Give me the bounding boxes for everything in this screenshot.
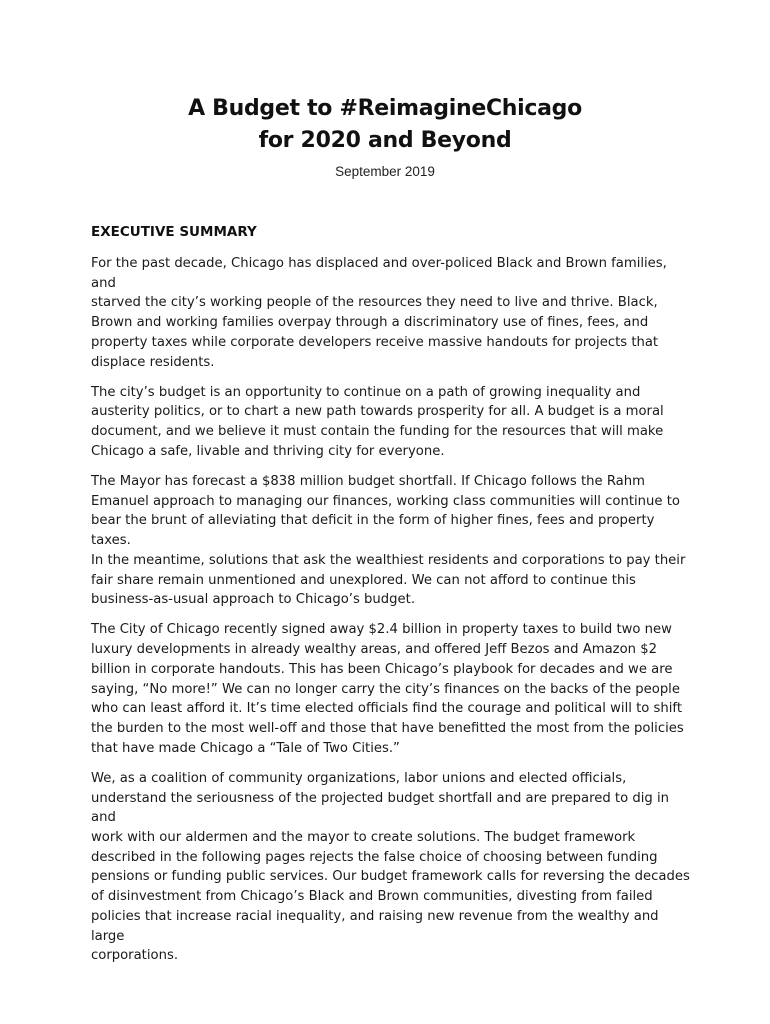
executive-summary-section [91,222,691,976]
paragraph-1: For the past decade, Chicago has displaced and over-policed Black and Brown families, and starved the city’s working people of the resources they need to live and thrive. Black, Brown and working families overpay through a discriminatory use of fines, fees, and property taxes while corporate developers receive massive handouts for projects that displace residents. [91,256,667,370]
paragraph-3: The Mayor has forecast a $838 million budget shortfall. If Chicago follows the Rahm Emanuel approach to managing our finances, working class communities will continue to bear the brunt of alleviating that deficit in the form of higher fines, fees and property taxes. In the meantime, solutions that ask the wealthiest residents and corporations to pay their fair share remain unmentioned and unexplored. We can not afford to continue this business-as-usual approach to Chicago’s budget. [91,474,686,608]
section-heading: EXECUTIVE SUMMARY [91,224,257,240]
paragraph-4: The City of Chicago recently signed away $2.4 billion in property taxes to build two new luxury developments in already wealthy areas, and offered Jeff Bezos and Amazon $2 billion in corporate handouts. This has been Chicago’s playbook for decades and we are saying, “No more!” We can no longer carry the city’s finances on the backs of the people who can least afford it. It’s time elected officials find the courage and political will to shift the burden to the most well-off and those that have benefitted the most from the policies that have made Chicago a “Tale of Two Cities.” [91,622,684,756]
document-title-line-2: for 2020 and Beyond [258,128,512,153]
document-title-line-1: A Budget to #ReimagineChicago [188,96,582,121]
paragraph-2: The city’s budget is an opportunity to continue on a path of growing inequality and austerity politics, or to chart a new path towards prosperity for all. A budget is a moral document, and we believe it must contain the funding for the resources that will make Chicago a safe, livable and thriving city for everyone. [91,384,664,459]
title-block [0,93,770,181]
document-date: September 2019 [335,164,435,179]
paragraph-5: We, as a coalition of community organizations, labor unions and elected officials, understand the seriousness of the projected budget shortfall and are prepared to dig in and work with our aldermen and the mayor to create solutions. The budget framework described in the following pages rejects the false choice of choosing between funding pensions or funding public services. Our budget framework calls for reversing the decades of disinvestment from Chicago’s Black and Brown communities, divesting from failed policies that increase racial inequality, and raising new revenue from the wealthy and large corporations. [91,770,690,964]
